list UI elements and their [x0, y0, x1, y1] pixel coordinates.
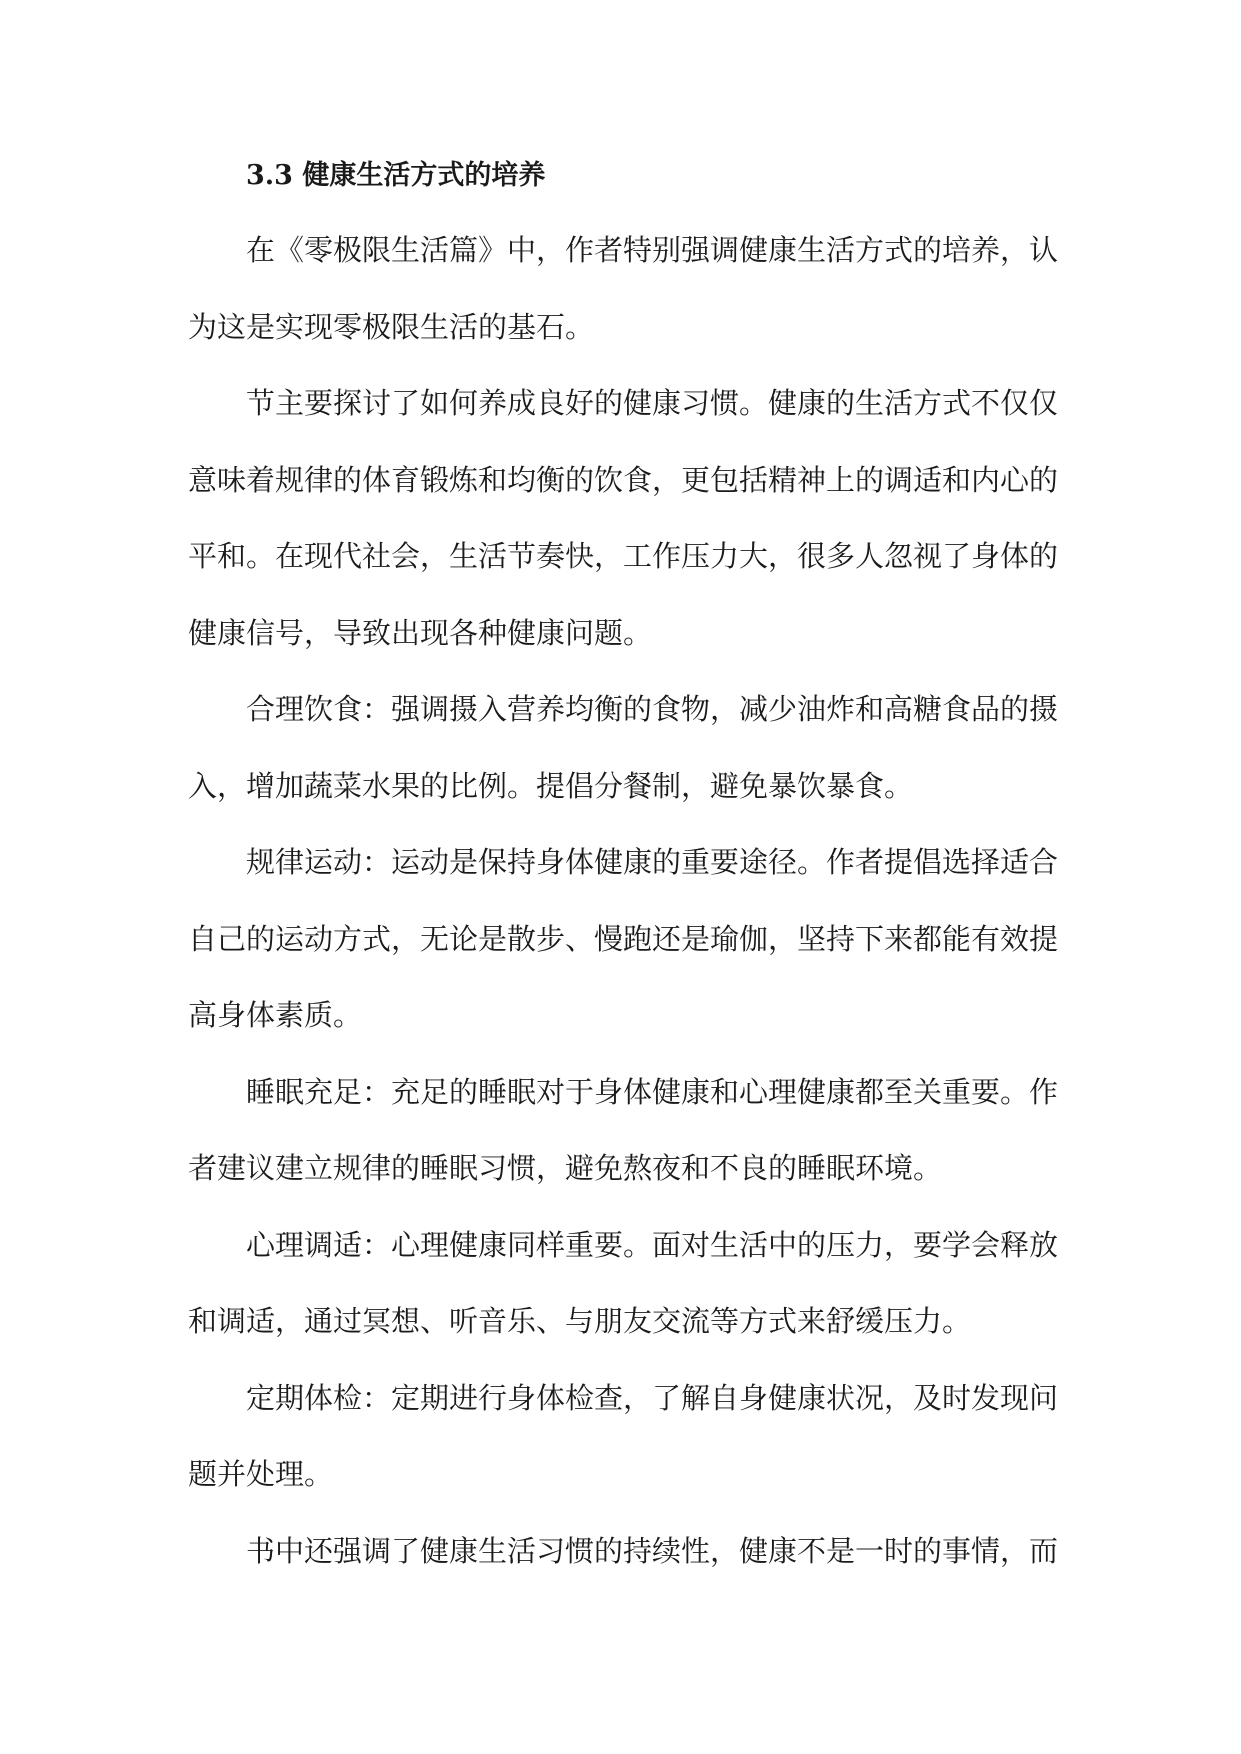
paragraph-overview: 节主要探讨了如何养成良好的健康习惯。健康的生活方式不仅仅意味着规律的体育锻炼和均衡的饮食，更包括精神上的调适和内心的平和。在现代社会，生活节奏快，工作压力大，很多人忽视了身体的健康信号，导致出现各种健康问题。: [188, 386, 1059, 650]
paragraph-checkup: 定期体检：定期进行身体检查，了解自身健康状况，及时发现问题并处理。: [188, 1380, 1059, 1491]
section-heading: 3.3 健康生活方式的培养: [246, 160, 546, 191]
paragraph-continuity: 书中还强调了健康生活习惯的持续性，健康不是一时的事情，而: [246, 1533, 1059, 1568]
paragraph-diet: 合理饮食：强调摄入营养均衡的食物，减少油炸和高糖食品的摄入，增加蔬菜水果的比例。提倡分餐制，避免暴饮暴食。: [188, 692, 1059, 803]
paragraph-exercise: 规律运动：运动是保持身体健康的重要途径。作者提倡选择适合自己的运动方式，无论是散步、慢跑还是瑜伽，坚持下来都能有效提高身体素质。: [188, 845, 1059, 1032]
page-content: [188, 140, 1058, 1589]
paragraph-mental: 心理调适：心理健康同样重要。面对生活中的压力，要学会释放和调适，通过冥想、听音乐、与朋友交流等方式来舒缓压力。: [188, 1227, 1059, 1338]
paragraph-intro: 在《零极限生活篇》中，作者特别强调健康生活方式的培养，认为这是实现零极限生活的基石。: [188, 233, 1059, 344]
paragraph-sleep: 睡眠充足：充足的睡眠对于身体健康和心理健康都至关重要。作者建议建立规律的睡眠习惯，避免熬夜和不良的睡眠环境。: [188, 1074, 1059, 1185]
